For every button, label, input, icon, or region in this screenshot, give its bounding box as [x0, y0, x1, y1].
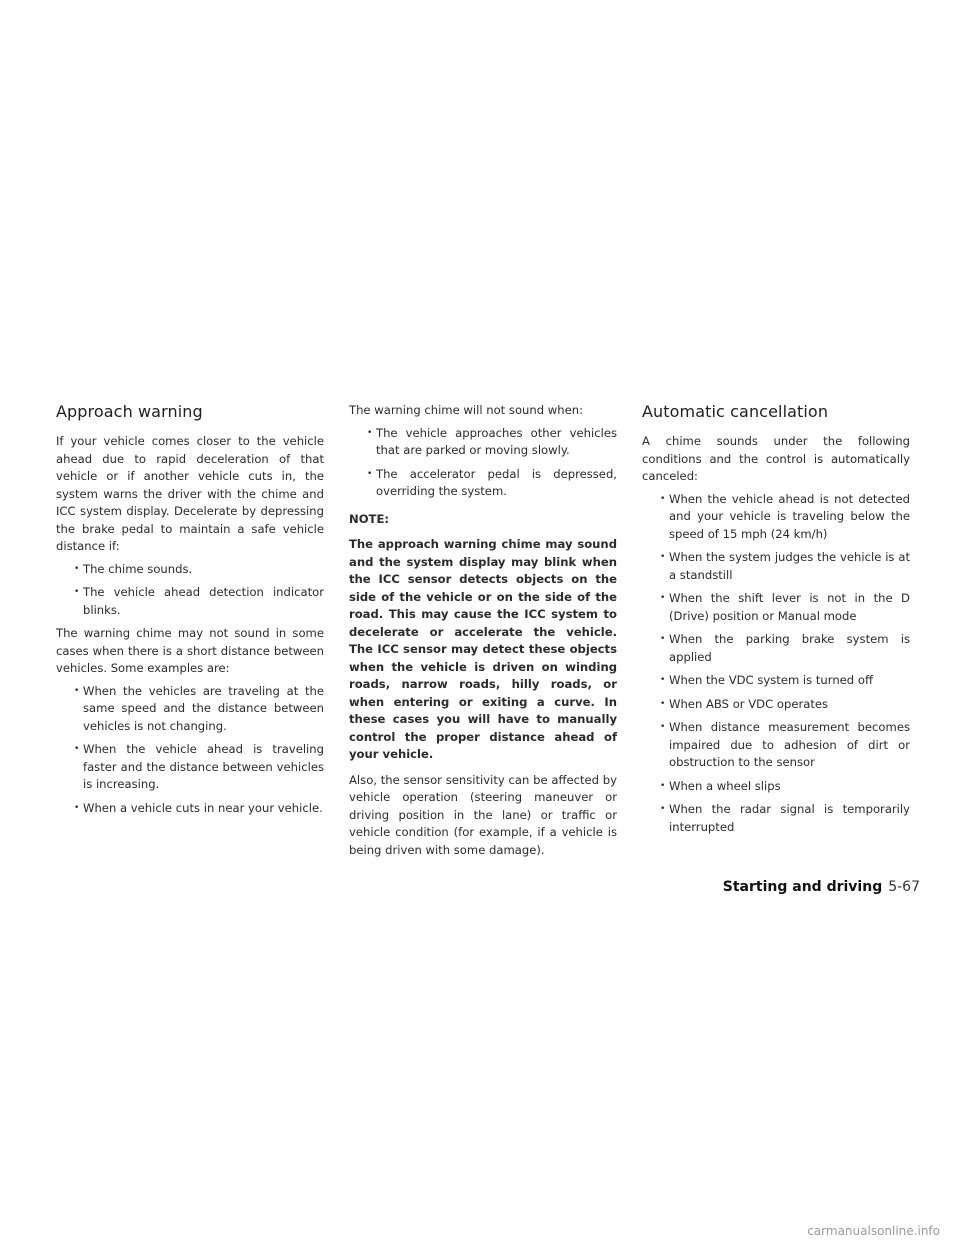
footer-page-number: 5-67 — [888, 879, 920, 895]
paragraph: A chime sounds under the following conditions and the control is automatically canceled: — [642, 434, 910, 483]
page-footer — [723, 878, 920, 896]
bullet-list — [349, 425, 617, 501]
list-item: • When a wheel slips — [642, 778, 910, 796]
bullet-list — [56, 683, 324, 818]
column-left — [56, 402, 324, 823]
list-item: • When the vehicle ahead is not detected and your vehicle is traveling below the speed of 15 mph (24 km/h) — [642, 491, 910, 544]
paragraph: The warning chime may not sound in some cases when there is a short distance between vehicles. Some examples are: — [56, 626, 324, 675]
list-item: • When the parking brake system is applied — [642, 631, 910, 666]
list-item: • When a vehicle cuts in near your vehicle. — [56, 800, 324, 818]
list-item: • The accelerator pedal is depressed, overriding the system. — [349, 466, 617, 501]
list-item: • The vehicle ahead detection indicator blinks. — [56, 584, 324, 619]
list-item: • When the radar signal is temporarily interrupted — [642, 801, 910, 836]
list-item: • The vehicle approaches other vehicles that are parked or moving slowly. — [349, 425, 617, 460]
heading-automatic-cancellation: Automatic cancellation — [642, 402, 829, 421]
bullet-list — [56, 561, 324, 620]
bullet-list — [642, 491, 910, 837]
list-item: • When the VDC system is turned off — [642, 672, 910, 690]
list-item: • The chime sounds. — [56, 561, 324, 579]
paragraph: If your vehicle comes closer to the vehicle ahead due to rapid deceleration of that vehicle or if another vehicle cuts in, the system warns the driver with the chime and ICC system display. Decelerate by depressing the brake pedal to maintain a safe vehicle distance if: — [56, 434, 324, 553]
footer-section-title: Starting and driving — [722, 879, 883, 895]
list-item: • When the vehicle ahead is traveling faster and the distance between vehicles is increasing. — [56, 741, 324, 794]
heading-approach-warning: Approach warning — [56, 402, 203, 421]
column-right — [642, 402, 910, 842]
watermark: carmanualsonline.info — [807, 1224, 940, 1238]
list-item: • When ABS or VDC operates — [642, 696, 910, 714]
note-label: NOTE: — [349, 511, 390, 526]
paragraph: The warning chime will not sound when: — [349, 403, 584, 417]
list-item: • When the shift lever is not in the D (Drive) position or Manual mode — [642, 590, 910, 625]
list-item: • When the system judges the vehicle is at a standstill — [642, 549, 910, 584]
note-text: The approach warning chime may sound and the system display may blink when the ICC sensor detects objects on the side of the vehicle or on the side of the road. This may cause the ICC system to decelerate or accelerate the vehicle. The ICC sensor may detect these objects when the vehicle is driven on winding roads, narrow roads, hilly roads, or when entering or exiting a curve. In these cases you will have to manually control the proper distance ahead of your vehicle. — [349, 537, 617, 761]
paragraph: Also, the sensor sensitivity can be affected by vehicle operation (steering maneuver or driving position in the lane) or traffic or vehicle condition (for example, if a vehicle is being driven with some damage). — [349, 772, 617, 857]
list-item: • When the vehicles are traveling at the same speed and the distance between vehicles is not changing. — [56, 683, 324, 736]
column-middle — [349, 402, 617, 864]
list-item: • When distance measurement becomes impaired due to adhesion of dirt or obstruction to the sensor — [642, 719, 910, 772]
